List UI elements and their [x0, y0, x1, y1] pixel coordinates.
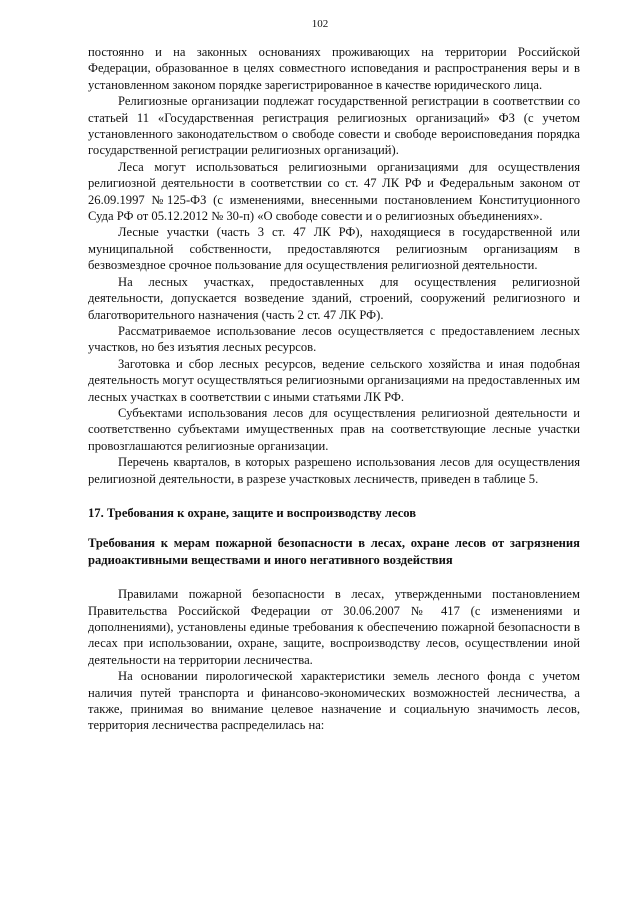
paragraph: Леса могут использоваться религиозными организациями для осуществления религиозной деятельности в соответствии со ст. 47 ЛК РФ и Федеральным законом от 26.09.1997 №125-ФЗ (с изменениями, внесенными постановлением Конституционного Суда РФ от 05.12.2012 № 30-п) «О свободе совести и о религиозных объединениях».	[88, 159, 580, 224]
paragraph: Рассматриваемое использование лесов осуществляется с предоставлением лесных участков, но без изъятия лесных ресурсов.	[88, 323, 580, 355]
paragraph: Перечень кварталов, в которых разрешено использования лесов для осуществления религиозной деятельности, в разрезе участковых лесничеств, приведен в таблице 5.	[88, 455, 580, 486]
paragraph: Правилами пожарной безопасности в лесах, утвержденными постановлением Правительства Российской Федерации от 30.06.2007 № 417 (с изменениями и дополнениями), установлены единые требования к обеспечению пожарной безопасности в лесах при использовании, охране, защите, воспроизводству лесов, осуществлении иной деятельности на территории лесничества.	[88, 587, 580, 667]
paragraph: постоянно и на законных основаниях проживающих на территории Российской Федерации, образованное в целях совместного исповедания и распространения веры и в установленном законом порядке зарегистрированное в качестве юридического лица.	[88, 45, 580, 92]
paragraph: Лесные участки (часть 3 ст. 47 ЛК РФ), находящиеся в государственной или муниципальной собственности, предоставляются религиозным организациям в безвозмездное срочное пользование для осуществления религиозной деятельности.	[88, 225, 580, 273]
paragraph: Религиозные организации подлежат государственной регистрации в соответствии со статьей 11 «Государственная регистрация религиозных организаций» ФЗ (с учетом установленного законодательством о свободе совести и свободе вероисповедания порядка государственной регистрации религиозных организаций).	[88, 94, 580, 158]
paragraph: На лесных участках, предоставленных для осуществления религиозной деятельности, допускается возведение зданий, строений, сооружений религиозного и благотворительного назначения (часть 2 ст. 47 ЛК РФ).	[88, 274, 580, 322]
paragraph: На основании пирологической характеристики земель лесного фонда с учетом наличия путей транспорта и финансово-экономических возможностей лесничества, а также, принимая во внимание целевое назначение и социальную значимость лесов, территория лесничества распределилась на:	[88, 669, 580, 733]
section-heading: 17. Требования к охране, защите и воспроизводству лесов	[88, 505, 417, 520]
paragraph: Субъектами использования лесов для осуществления религиозной деятельности и соответственно субъектами имущественных прав на соответствующие лесные участки провозглашаются религиозные организации.	[88, 405, 580, 453]
page-number: 102	[311, 18, 329, 30]
document-body	[88, 44, 580, 734]
paragraph: Заготовка и сбор лесных ресурсов, ведение сельского хозяйства и иная подобная деятельность могут осуществляться религиозными организациями на предоставленных им лесных участках в соответствии с иными статьями ЛК РФ.	[88, 356, 580, 404]
subsection-heading: Требования к мерам пожарной безопасности в лесах, охране лесов от загрязнения радиоактивными веществами и иного негативного воздействия	[88, 536, 580, 567]
